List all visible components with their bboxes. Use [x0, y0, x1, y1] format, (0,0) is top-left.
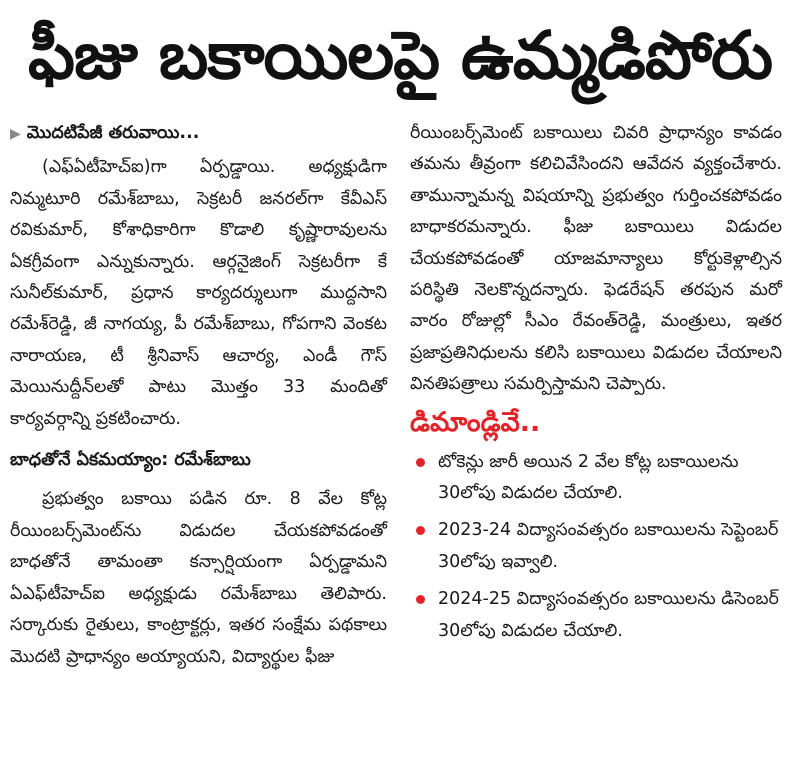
- headline: ఫీజు బకాయిలపై ఉమ్మడిపోరు: [27, 17, 773, 94]
- right-column: [410, 118, 782, 653]
- article-paragraph-3: రీయింబర్స్‌మెంట్ బకాయిలు చివరి ప్రాధాన్యం కావడం తమను తీవ్రంగా కలిచివేసిందని ఆవేదన వ్యక్తంచేశారు. తామున్నామన్న విషయాన్ని ప్రభుత్వం గుర్తించకపోవడం బాధాకరమన్నారు. ఫీజు బకాయిలు విడుదల చేయకపోవడంతో యాజమాన్యాలు కోర్టుకెళ్లాల్సిన పరిస్థితి నెలకొన్నదన్నారు. ఫెడరేషన్ తరపున మరో వారం రోజుల్లో సీఎం రేవంత్‌రెడ్డి, మంత్రులు, ఇతర ప్రజాప్రతినిధులను కలిసి బకాయిలు విడుదల చేయాలని వినతిపత్రాలు సమర్పిస్తామని చెప్పారు.: [410, 123, 782, 395]
- bullet-dot-icon: [416, 595, 425, 604]
- demand-item: [410, 584, 782, 647]
- bullet-dot-icon: [416, 526, 425, 535]
- continued-label: మొదటిపేజీ తరువాయి...: [26, 123, 200, 143]
- demand-text: 2024-25 విద్యాసంవత్సరం బకాయిలను డిసెంబర్ 30లోపు విడుదల చేయాలి.: [438, 589, 779, 641]
- demands-heading: డిమాండ్లివే..: [410, 406, 541, 438]
- demands-list: [410, 447, 782, 647]
- bullet-dot-icon: [416, 458, 425, 467]
- demand-text: 2023-24 విద్యాసంవత్సరం బకాయిలను సెప్టెంబర్ 30లోపు ఇవ్వాలి.: [438, 520, 779, 572]
- continued-from-front-page: [10, 118, 387, 150]
- demand-item: [410, 515, 782, 578]
- demand-text: టోకెన్లు జారీ అయిన 2 వేల కోట్ల బకాయిలను 30లోపు విడుదల చేయాలి.: [438, 451, 739, 504]
- triangle-right-icon: ▶: [10, 126, 21, 142]
- article-paragraph-1: (ఎఫ్ఏటీహెచ్ఐ)గా ఏర్పడ్డాయి. అధ్యక్షుడిగా నిమ్మటూరి రమేశ్‌బాబు, సెక్రటరీ జనరల్‌గా కేవీఎస్ రవికుమార్, కోశాధికారిగా కొడాలి కృష్ణారావులను ఏకగ్రీవంగా ఎన్నుకున్నారు. ఆర్గనైజింగ్ సెక్రటరీగా కే సునీల్‌కుమార్, ప్రధాన కార్యదర్శులుగా ముద్దసాని రమేశ్‌రెడ్డి, జీ నాగయ్య, పీ రమేశ్‌బాబు, గోపగాని వెంకట నారాయణ, టీ శ్రీనివాస్ ఆచార్య, ఎండీ గౌస్ మెయినుద్దీన్‌లతో పాటు మొత్తం 33 మందితో కార్యవర్గాన్ని ప్రకటించారు.: [10, 157, 387, 429]
- article-paragraph-2: ప్రభుత్వం బకాయి పడిన రూ. 8 వేల కోట్ల రీయింబర్స్‌మెంట్‌ను విడుదల చేయకపోవడంతో బాధతోనే తామంతా కన్సార్షియంగా ఏర్పడ్డామని ఏఎఫ్‌టీహెచ్ఐ అధ్యక్షుడు రమేశ్‌బాబు తెలిపారు. సర్కారుకు రైతులు, కాంట్రాక్టర్లు, ఇతర సంక్షేమ పథకాలు మొదటి ప్రాధాన్యం అయ్యాయని, విద్యార్థుల ఫీజు: [10, 489, 387, 667]
- subheading-ramesh-babu: బాధతోనే ఏకమయ్యాం: రమేశ్‌బాబు: [10, 450, 251, 471]
- left-column: [10, 118, 387, 673]
- demand-item: [410, 447, 782, 510]
